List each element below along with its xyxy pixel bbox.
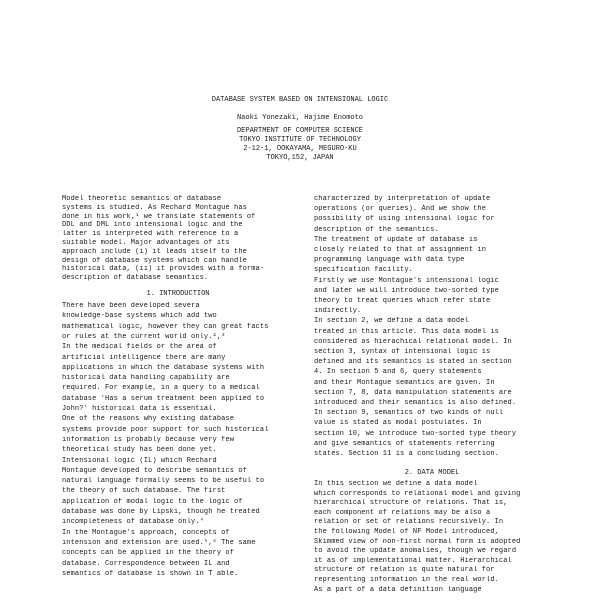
body-line: In this section we define a data model (314, 480, 478, 488)
section-heading-data-model: 2. DATA MODEL (404, 469, 460, 477)
body-line: Montague developed to describe semantics of (62, 466, 247, 475)
body-line: In the Montague's approach, concepts of (62, 528, 230, 537)
body-line: In the medical fields or the area of (62, 343, 217, 352)
body-line: systems provide poor support for such historical (62, 425, 269, 434)
abstract-line: DDL and DML into intensional logic and the (62, 221, 243, 230)
body-line: the following Model of NF Model introduced, (314, 528, 499, 536)
affiliation-line: TOKYO INSTITUTE OF TECHNOLOGY (239, 136, 361, 144)
body-line: description of the semantics. (314, 225, 439, 234)
body-line: mathematical logic, however they can great facts (62, 322, 269, 331)
body-line: each component of relations may be also a (314, 508, 491, 517)
body-line: relation or set of relations recursively. In (314, 518, 504, 527)
body-line: possibility of using intensional logic for (314, 215, 495, 224)
affiliation-line: 2-12-1, OOKAYAMA, MEGURO-KU (243, 145, 357, 153)
paper-authors: Naoki Yonezaki, Hajime Enomoto (236, 114, 364, 122)
body-line: treated in this article. This data model is (314, 327, 499, 336)
body-line: database 'Has a serum treatment been applied to (62, 394, 265, 403)
body-line: representing information in the real world. (314, 576, 499, 584)
body-line: specification facility. (314, 266, 413, 275)
body-line: indirectly. (314, 307, 362, 316)
affiliation-line: TOKYO,152, JAPAN (266, 154, 334, 162)
body-line: programming language with data type (314, 256, 465, 265)
abstract-line: historical data, (ii) it provides with a forma- (62, 265, 265, 274)
body-line: database. Correspondence between IL and (62, 559, 230, 568)
body-line: In section 2, we define a data model (314, 317, 469, 326)
body-line: As a part of a data definition language (314, 585, 482, 594)
body-line: theory to treat queries which refer state (314, 297, 491, 305)
body-line: section 3, syntax of intensional logic is (314, 348, 491, 356)
body-line: or rules at the current world only.²,³ (62, 332, 226, 341)
body-line: The treatment of update of database is (314, 235, 478, 244)
body-line: introduced and their semantics is also defined. (314, 399, 517, 407)
abstract-line: approach include (i) it leads itself to the (62, 247, 247, 256)
abstract-line: description of database semantics. (62, 274, 209, 283)
abstract-line: systems is studied. As Rechard Montague has (62, 203, 247, 212)
body-line: Firstly we use Montague's intensional logic (314, 276, 499, 285)
body-line: Intensional logic (IL) which Rechard (62, 456, 217, 465)
body-line: value is stated as modal postulates. In (314, 419, 482, 428)
body-line: There have been developed severa (62, 302, 200, 310)
body-line: database was done by Lipski, though he treated (62, 508, 260, 516)
body-line: theoretical study has been done yet. (62, 446, 217, 455)
body-line: Skimmed view of non-first normal form is adopted (314, 537, 521, 546)
body-line: and give semantics of statements referring (314, 439, 495, 448)
body-line: natural language formally seems to be useful to (62, 477, 265, 486)
body-line: historical data handling capability are (62, 374, 230, 383)
body-line: and later we will introduce two-sorted type (314, 286, 499, 295)
body-line: application of modal logic to the logic of (62, 497, 243, 506)
body-line: to avoid the update anomalies, though we regard (314, 547, 517, 556)
body-line: applications in which the database systems with (62, 363, 265, 372)
section-heading-introduction: 1. INTRODUCTION (146, 290, 210, 298)
body-line: defined and its semantics is stated in section (314, 358, 512, 367)
body-line: incompleteness of database only.⁴ (62, 518, 204, 527)
abstract-line: suitable model. Major advantages of its (62, 239, 230, 247)
body-line: semantics of database is shown in T able. (62, 569, 239, 578)
body-line: states. Section 11 is a concluding section. (314, 450, 499, 458)
body-line: intension and extension are used.⁵,⁶ The same (62, 538, 256, 547)
body-line: artificial intelligence there are many (62, 353, 226, 362)
body-line: which corresponds to relational model and giving (314, 489, 521, 498)
body-line: John?' historical data is essential. (62, 405, 217, 413)
body-line: and their Montague semantics are given. In (314, 378, 495, 387)
body-line: concepts can be applied in the theory of (62, 549, 235, 558)
abstract-line: latter is interpreted with reference to a (62, 230, 239, 239)
body-line: In section 9, semantics of two kinds of null (314, 409, 504, 418)
body-line: information is probably because very few (62, 435, 235, 444)
abstract-line: Model theoretic semantics of database (62, 195, 222, 203)
abstract-line: design of database systems which can handle (62, 256, 247, 265)
body-line: structure of relation is quite natural for (314, 566, 495, 575)
body-line: considered as hierachical relational model. In (314, 337, 512, 346)
body-line: it as of implementational matter. Hierarchical (314, 556, 512, 565)
body-line: operations (or queries). And we show the (314, 205, 487, 214)
abstract-line: done in his work,¹ we translate statements of (62, 212, 256, 221)
body-line: required. For example, in a query to a medical (62, 384, 260, 393)
body-line: One of the reasons why existing database (62, 415, 235, 424)
body-line: section 7, 8, data manipulation statements are (314, 388, 512, 397)
body-line: knowledge-base systems which add two (62, 312, 217, 321)
body-line: 4. In section 5 and 6, query statements (314, 368, 482, 377)
body-line: section 10, we introduce two-sorted type theory (314, 429, 517, 438)
body-line: closely related to that of assignment in (314, 246, 487, 254)
body-line: the theory of such database. The first (62, 487, 226, 496)
paper-title: DATABASE SYSTEM BASED ON INTENSIONAL LOGIC (211, 96, 389, 104)
body-line: characterized by interpretation of update (314, 195, 491, 203)
affiliation-line: DEPARTMENT OF COMPUTER SCIENCE (236, 127, 364, 135)
body-line: hierarchical structure of relations. That is, (314, 499, 508, 508)
